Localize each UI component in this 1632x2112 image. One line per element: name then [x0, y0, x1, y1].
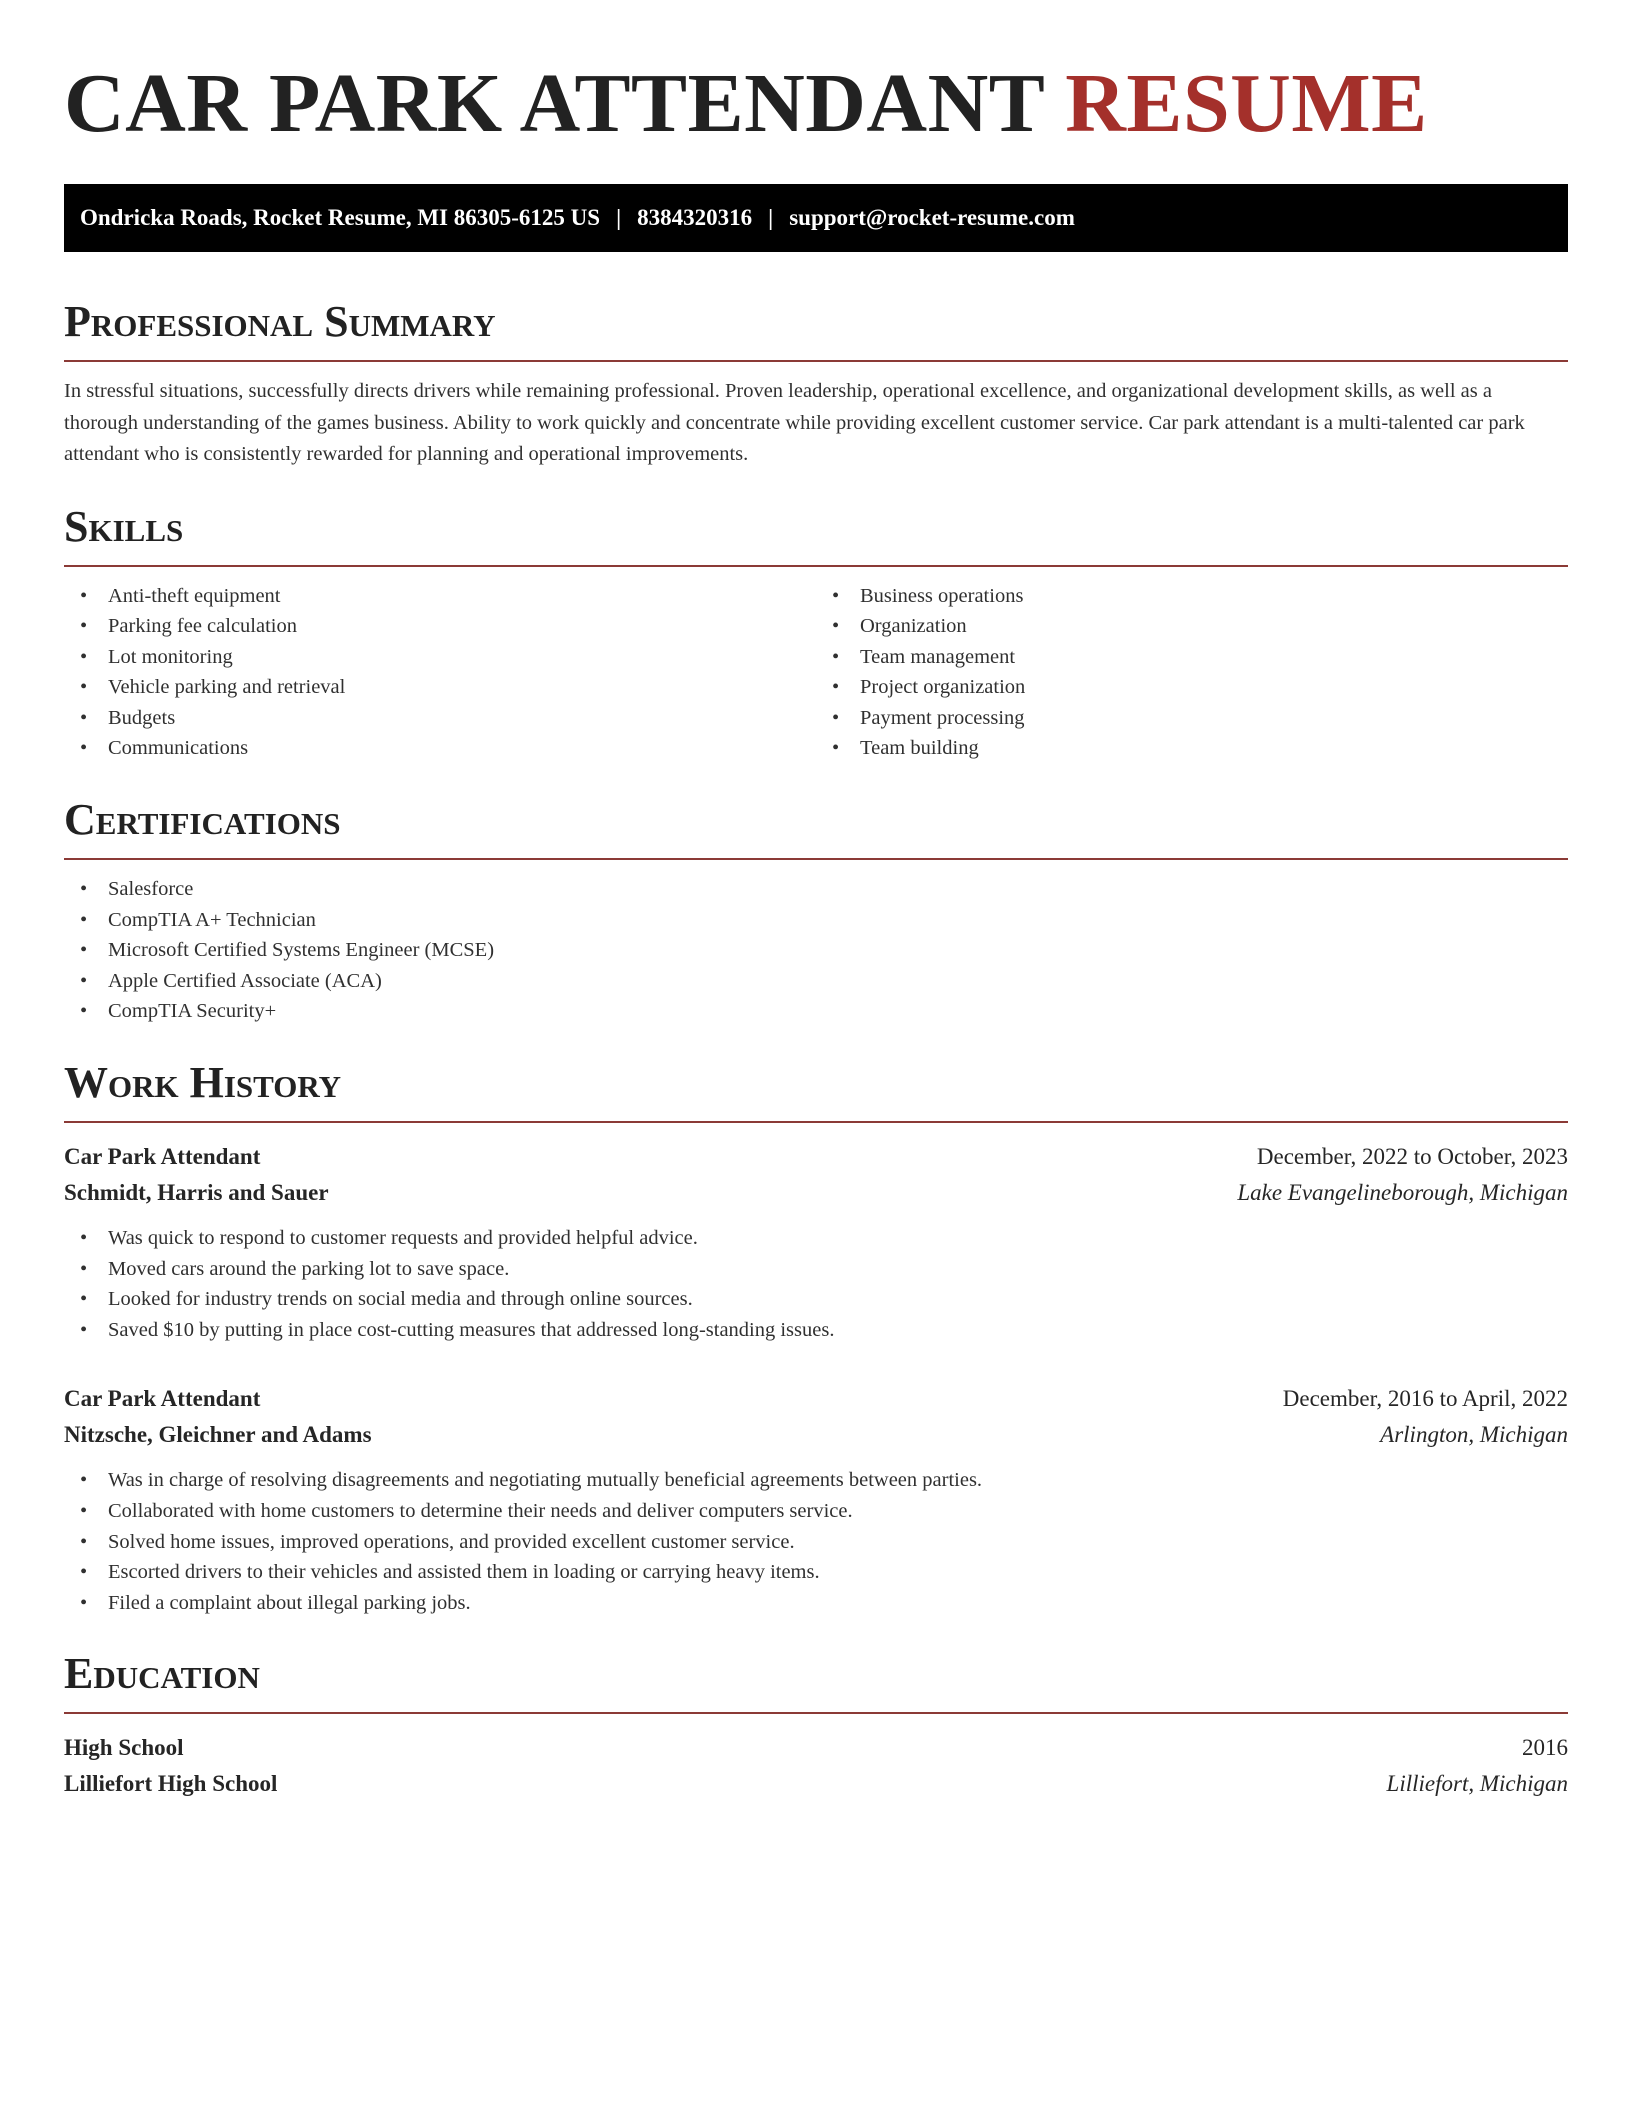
list-item: • Vehicle parking and retrieval — [64, 672, 816, 703]
job-dates: December, 2022 to October, 2023 — [1256, 1144, 1568, 1170]
job-title: Car Park Attendant — [64, 1144, 261, 1170]
skills-section — [64, 501, 1568, 765]
list-item: • Saved $10 by putting in place cost-cutting measures that addressed long-standing issues. — [64, 1315, 1568, 1346]
job-location: Arlington, Michigan — [1380, 1422, 1568, 1448]
education-school-row — [64, 1766, 1568, 1802]
job-company: Nitzsche, Gleichner and Adams — [64, 1422, 372, 1448]
contact-email[interactable]: support@rocket-resume.com — [789, 205, 1075, 230]
job-duties-list — [64, 1223, 1568, 1345]
skills-list-right — [816, 581, 1568, 765]
education-school: Lilliefort High School — [64, 1771, 278, 1797]
list-item: • Parking fee calculation — [64, 611, 816, 642]
contact-address: Ondricka Roads, Rocket Resume, MI 86305-6125 US — [80, 205, 601, 230]
resume-title — [64, 56, 1568, 152]
job-company: Schmidt, Harris and Sauer — [64, 1180, 329, 1206]
list-item: • Business operations — [816, 581, 1568, 612]
list-item: • Looked for industry trends on social media and through online sources. — [64, 1284, 1568, 1315]
certifications-list — [64, 874, 1568, 1027]
job-company-row — [64, 1417, 1568, 1453]
list-item: • Was quick to respond to customer requests and provided helpful advice. — [64, 1223, 1568, 1254]
contact-separator: | — [616, 205, 622, 230]
list-item: • CompTIA Security+ — [64, 996, 1568, 1027]
section-heading-certifications: Certifications — [64, 794, 1568, 860]
list-item: • CompTIA A+ Technician — [64, 905, 1568, 936]
summary-section — [64, 296, 1568, 471]
section-heading-work-history: Work History — [64, 1057, 1568, 1123]
job-header-row — [64, 1139, 1568, 1175]
contact-bar — [64, 184, 1568, 252]
summary-text: In stressful situations, successfully directs drivers while remaining professional. Proven leadership, operational excellence, and organizational development skills, as well as a thorough understanding of the games business. Ability to work quickly and concentrate while providing excellent customer service. Car park attendant is a multi-talented car park attendant who is consistently rewarded for planning and operational improvements. — [64, 380, 1525, 465]
education-year: 2016 — [1522, 1735, 1568, 1761]
list-item: • Microsoft Certified Systems Engineer (MCSE) — [64, 935, 1568, 966]
title-main: CAR PARK ATTENDANT — [64, 57, 1044, 150]
section-heading-skills: Skills — [64, 501, 1568, 567]
skills-list-left — [64, 581, 816, 765]
certifications-section — [64, 794, 1568, 1027]
section-heading-education: Education — [64, 1648, 1568, 1714]
list-item: • Salesforce — [64, 874, 1568, 905]
list-item: • Apple Certified Associate (ACA) — [64, 966, 1568, 997]
list-item: • Team management — [816, 642, 1568, 673]
list-item: • Moved cars around the parking lot to save space. — [64, 1254, 1568, 1285]
list-item: • Lot monitoring — [64, 642, 816, 673]
education-entry — [64, 1730, 1568, 1802]
job-location: Lake Evangelineborough, Michigan — [1237, 1180, 1568, 1206]
job-header-row — [64, 1381, 1568, 1417]
list-item: • Payment processing — [816, 703, 1568, 734]
section-heading-summary: Professional Summary — [64, 296, 1568, 362]
list-item: • Solved home issues, improved operations, and provided excellent customer service. — [64, 1527, 1568, 1558]
list-item: • Budgets — [64, 703, 816, 734]
job-company-row — [64, 1175, 1568, 1211]
education-degree: High School — [64, 1735, 184, 1761]
job-entry — [64, 1139, 1568, 1345]
job-title: Car Park Attendant — [64, 1386, 261, 1412]
education-section — [64, 1648, 1568, 1802]
job-entry — [64, 1381, 1568, 1618]
skills-columns — [64, 567, 1568, 765]
list-item: • Collaborated with home customers to determine their needs and deliver computers service. — [64, 1496, 1568, 1527]
list-item: • Filed a complaint about illegal parking jobs. — [64, 1588, 1568, 1619]
list-item: • Communications — [64, 733, 816, 764]
list-item: • Team building — [816, 733, 1568, 764]
work-history-section — [64, 1057, 1568, 1618]
education-header-row — [64, 1730, 1568, 1766]
list-item: • Anti-theft equipment — [64, 581, 816, 612]
list-item: • Project organization — [816, 672, 1568, 703]
contact-phone[interactable]: 8384320316 — [637, 205, 753, 230]
title-accent: RESUME — [1065, 57, 1428, 150]
job-duties-list — [64, 1465, 1568, 1618]
list-item: • Organization — [816, 611, 1568, 642]
education-location: Lilliefort, Michigan — [1386, 1771, 1568, 1797]
contact-separator: | — [768, 205, 774, 230]
list-item: • Was in charge of resolving disagreements and negotiating mutually beneficial agreements between parties. — [64, 1465, 1568, 1496]
job-dates: December, 2016 to April, 2022 — [1282, 1386, 1568, 1412]
list-item: • Escorted drivers to their vehicles and assisted them in loading or carrying heavy items. — [64, 1557, 1568, 1588]
